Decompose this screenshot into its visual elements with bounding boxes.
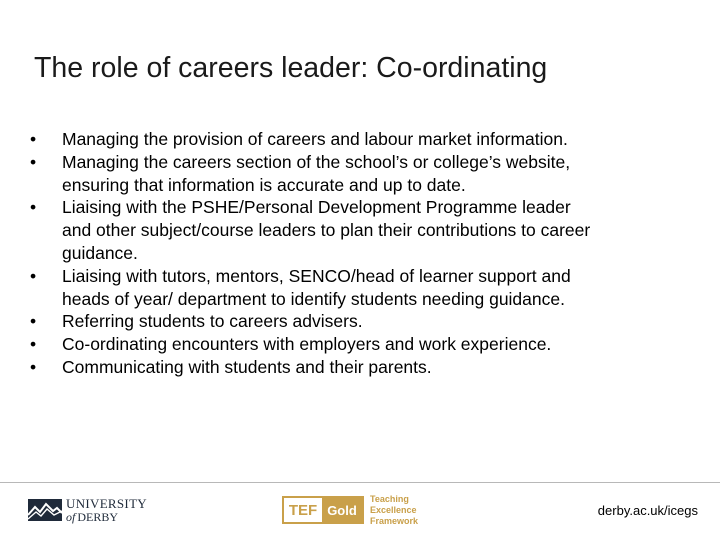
tef-caption-line: Excellence bbox=[370, 505, 417, 515]
bullet-glyph: • bbox=[30, 334, 37, 355]
bullet-list bbox=[30, 128, 700, 379]
bullet-glyph: • bbox=[30, 151, 37, 172]
bullet-text: Referring students to careers advisers. bbox=[62, 311, 363, 332]
bullet-glyph: • bbox=[30, 129, 37, 149]
derby-hills-icon bbox=[28, 499, 62, 521]
derby-text: DERBY bbox=[77, 510, 119, 524]
bullet-text: Co-ordinating encounters with employers and work experience. bbox=[62, 334, 552, 355]
bullet-text: Managing the provision of careers and labour market information. bbox=[62, 129, 568, 149]
bullet-glyph: • bbox=[30, 311, 37, 332]
bullet-text: guidance. bbox=[62, 242, 138, 263]
bullet-text: Liaising with tutors, mentors, SENCO/head of learner support and bbox=[62, 265, 571, 286]
bullet-text: ensuring that information is accurate and up to date. bbox=[62, 174, 466, 195]
slide-title: The role of careers leader: Co-ordinating bbox=[34, 52, 548, 84]
bullet-glyph: • bbox=[30, 197, 37, 218]
tef-caption-line: Framework bbox=[370, 516, 419, 526]
bullet-text: Managing the careers section of the school’s or college’s website, bbox=[62, 151, 571, 172]
tef-box bbox=[282, 496, 364, 524]
footer-divider bbox=[0, 482, 720, 483]
bullet-item bbox=[30, 151, 700, 197]
footer-url[interactable]: derby.ac.uk/icegs bbox=[597, 503, 698, 518]
bullet-item bbox=[30, 356, 700, 379]
bullet-item bbox=[30, 310, 700, 333]
bullet-text: Liaising with the PSHE/Personal Development Programme leader bbox=[62, 197, 571, 218]
bullet-item bbox=[30, 265, 700, 311]
bullet-item bbox=[30, 128, 700, 151]
gold-label: Gold bbox=[322, 498, 362, 522]
bullet-text: Communicating with students and their parents. bbox=[62, 356, 432, 377]
tef-gold-badge bbox=[282, 493, 432, 529]
of-derby-wordmark bbox=[66, 510, 118, 524]
bullet-glyph: • bbox=[30, 356, 37, 377]
university-wordmark: UNIVERSITY bbox=[66, 496, 147, 511]
bullet-text: and other subject/course leaders to plan their contributions to career bbox=[62, 220, 591, 241]
university-of-derby-logo bbox=[28, 497, 154, 527]
bullet-item bbox=[30, 196, 700, 264]
of-text: of bbox=[66, 510, 76, 524]
tef-caption-line: Teaching bbox=[370, 494, 409, 504]
bullet-glyph: • bbox=[30, 265, 37, 286]
tef-label: TEF bbox=[284, 498, 322, 522]
bullet-item bbox=[30, 333, 700, 356]
bullet-text: heads of year/ department to identify students needing guidance. bbox=[62, 288, 565, 309]
tef-caption bbox=[370, 494, 418, 527]
